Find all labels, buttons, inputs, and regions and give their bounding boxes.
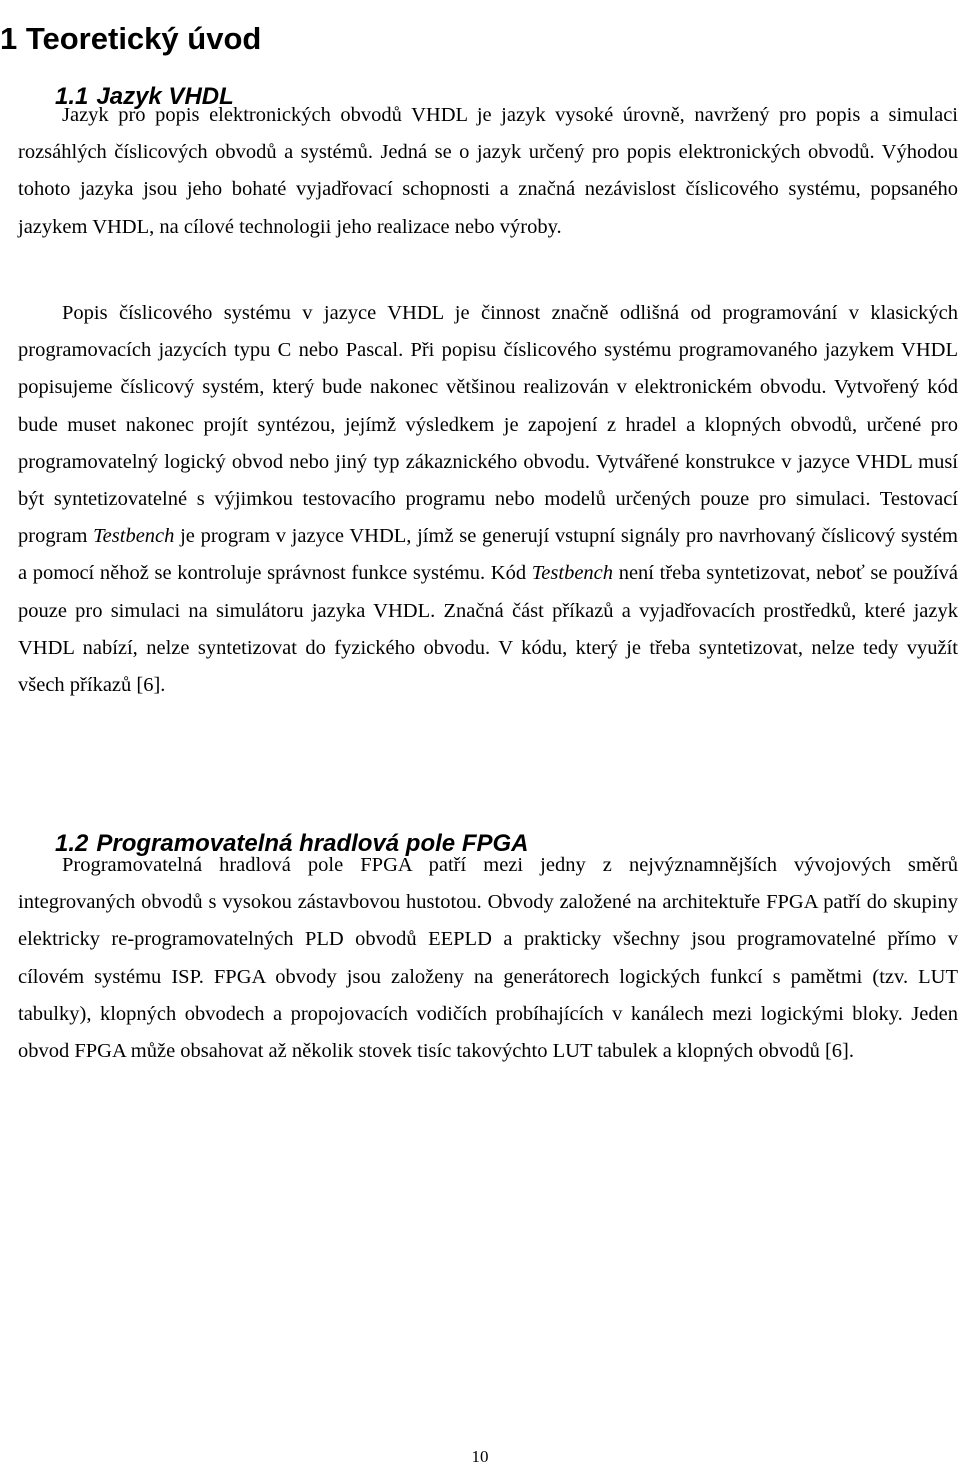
text-run: Programovatelná hradlová pole FPGA patří mezi jedny z nejvýznamnějších vývojových směrů integrovaných obvodů s vysokou zástavbovou hustotou. Obvody založené na architektuře FPGA patří do skupiny elektricky re-programovatelných PLD obvodů EEPLD a prakticky všechny jsou programovatelné přímo v cílovém systému ISP. FPGA obvody jsou založeny na generátorech logických funkcí s pamětmi (tzv. LUT tabulky), klopných obvodech a propojovacích vodičích probíhajících v kanálech mezi logickými bloky. Jeden obvod FPGA může obsahovat až několik stovek tisíc takovýchto LUT tabulek a klopných obvodů [6]. (18, 854, 958, 1063)
chapter-heading (0, 21, 261, 57)
page-number: 10 (471, 1447, 489, 1466)
chapter-number: 1 (0, 20, 18, 56)
paragraph-vhdl-description (18, 295, 958, 704)
chapter-title: Teoretický úvod (25, 20, 262, 56)
text-run: Popis číslicového systému v jazyce VHDL je činnost značně odlišná od programování v klasických programovacích jazycích typu C nebo Pascal. Při popisu číslicového systému programovaného jazykem VHDL popisujeme číslicový systém, který bude nakonec většinou realizován v elektronickém obvodu. Vytvořený kód bude muset nakonec projít syntézou, jejímž výsledkem je zapojení z hradel a klopných obvodů, určené pro programovatelný logický obvod nebo jiný typ zákaznického obvodu. Vytvářené konstrukce v jazyce VHDL musí být syntetizovatelné s výjimkou testovacího programu nebo modelů určených pouze pro simulaci. Testovací program (18, 302, 958, 548)
paragraph-vhdl-intro (18, 97, 958, 246)
emphasis-term: Testbench (531, 562, 614, 585)
section-title: Programovatelná hradlová pole FPGA (96, 829, 529, 857)
emphasis-term: Testbench (93, 525, 175, 548)
text-run: Jazyk pro popis elektronických obvodů VHDL je jazyk vysoké úrovně, navržený pro popis a simulaci rozsáhlých číslicových obvodů a systémů. Jedná se o jazyk určený pro popis elektronických obvodů. Výhodou tohoto jazyka jsou jeho bohaté vyjadřovací schopnosti a značná nezávislost číslicového systému, popsaného jazykem VHDL, na cílové technologii jeho realizace nebo výroby. (18, 104, 958, 238)
section-number: 1.2 (55, 829, 89, 857)
paragraph-fpga (18, 847, 958, 1070)
section-number: 1.1 (55, 82, 89, 110)
section-title: Jazyk VHDL (96, 82, 234, 110)
text-run: je program v jazyce VHDL, jímž se generují vstupní signály pro navrhovaný číslicový systém a pomocí něhož se kontroluje správnost funkce systému. Kód (18, 525, 958, 585)
text-run: není třeba syntetizovat, neboť se používá pouze pro simulaci na simulátoru jazyka VHDL. Značná část příkazů a vyjadřovacích prostředků, které jazyk VHDL nabízí, nelze syntetizovat do fyzického obvodu. V kódu, který je třeba syntetizovat, nelze tedy využít všech příkazů [6]. (18, 562, 958, 697)
